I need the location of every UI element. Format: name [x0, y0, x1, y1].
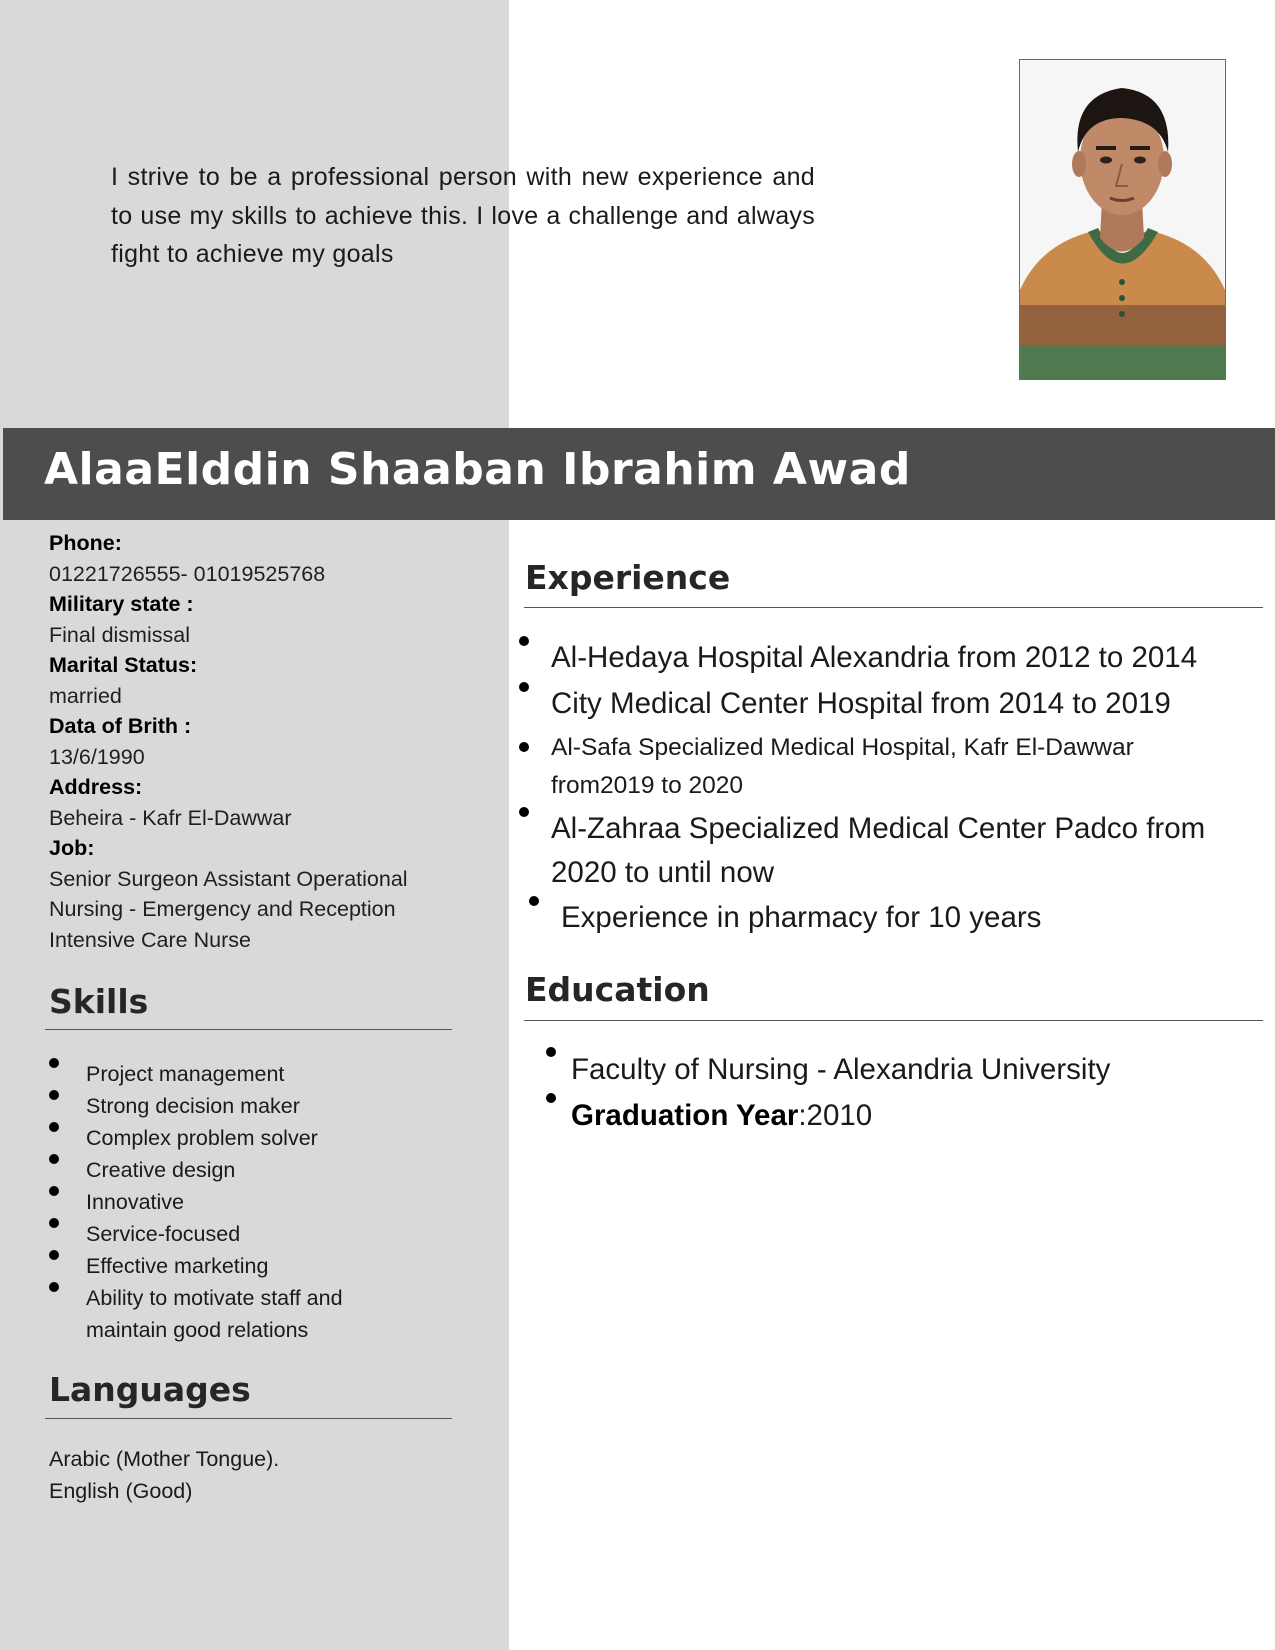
language-item: Arabic (Mother Tongue). [49, 1447, 280, 1471]
address-value: Beheira - Kafr El-Dawwar [49, 805, 292, 830]
bullet-icon [529, 896, 539, 906]
experience-list [519, 636, 1239, 940]
bullet-icon [49, 1282, 59, 1292]
bullet-icon [49, 1090, 59, 1100]
profile-photo [1019, 59, 1226, 380]
list-item: Experience in pharmacy for 10 years [519, 896, 1239, 940]
skills-list [49, 1058, 449, 1346]
phone-label: Phone: [49, 531, 122, 555]
skills-heading: Skills [49, 982, 149, 1021]
graduation-year: :2010 [798, 1099, 873, 1132]
job-label: Job: [49, 836, 95, 860]
bullet-icon [519, 682, 529, 692]
military-value: Final dismissal [49, 622, 190, 647]
bullet-icon [49, 1122, 59, 1132]
languages-divider [45, 1418, 452, 1419]
dob-value: 13/6/1990 [49, 744, 145, 769]
list-item: Al-Safa Specialized Medical Hospital, Kafr El-Dawwar from2019 to 2020 [519, 729, 1191, 804]
education-list [546, 1047, 1246, 1139]
languages-heading: Languages [49, 1370, 251, 1409]
bullet-icon [49, 1250, 59, 1260]
list-item [546, 1093, 1246, 1139]
bullet-icon [546, 1093, 556, 1103]
graduation-label: Graduation Year [571, 1099, 799, 1132]
list-item: Creative design [49, 1154, 449, 1186]
education-heading: Education [525, 970, 710, 1009]
marital-label: Marital Status: [49, 653, 198, 677]
list-item: Al-Hedaya Hospital Alexandria from 2012 to 2014 [519, 636, 1239, 680]
bullet-icon [49, 1186, 59, 1196]
dob-label: Data of Brith : [49, 714, 192, 738]
education-divider [524, 1020, 1263, 1021]
bullet-icon [546, 1047, 556, 1057]
list-item: Ability to motivate staff and maintain good relations [49, 1282, 386, 1346]
bullet-icon [519, 807, 529, 817]
marital-value: married [49, 683, 122, 708]
list-item: City Medical Center Hospital from 2014 to 2019 [519, 682, 1239, 726]
bullet-icon [49, 1154, 59, 1164]
list-item: Innovative [49, 1186, 449, 1218]
list-item: Project management [49, 1058, 449, 1090]
bullet-icon [519, 742, 529, 752]
language-item: English (Good) [49, 1478, 193, 1503]
skills-divider [45, 1029, 452, 1030]
name-banner [3, 428, 1275, 520]
list-item: Service-focused [49, 1218, 449, 1250]
job-value: Senior Surgeon Assistant Operational Nursing - Emergency and Reception Intensive Care Nurse [49, 866, 408, 952]
phone-value: 01221726555- 01019525768 [49, 561, 326, 586]
list-item: Complex problem solver [49, 1122, 449, 1154]
list-item: Effective marketing [49, 1250, 449, 1282]
bullet-icon [49, 1218, 59, 1228]
experience-heading: Experience [525, 558, 731, 597]
address-label: Address: [49, 775, 143, 799]
military-label: Military state : [49, 592, 194, 616]
list-item: Faculty of Nursing - Alexandria University [546, 1047, 1246, 1093]
candidate-name: AlaaElddin Shaaban Ibrahim Awad [44, 444, 911, 495]
contact-details [49, 528, 479, 955]
languages-list [49, 1444, 279, 1507]
experience-divider [524, 607, 1263, 608]
list-item: Strong decision maker [49, 1090, 449, 1122]
profile-summary: I strive to be a professional person with new experience and to use my skills to achieve this. I love a challenge and always fight to achieve my goals [111, 163, 815, 268]
bullet-icon [519, 636, 529, 646]
list-item: Al-Zahraa Specialized Medical Center Padco from 2020 to until now [519, 807, 1239, 894]
bullet-icon [49, 1058, 59, 1068]
